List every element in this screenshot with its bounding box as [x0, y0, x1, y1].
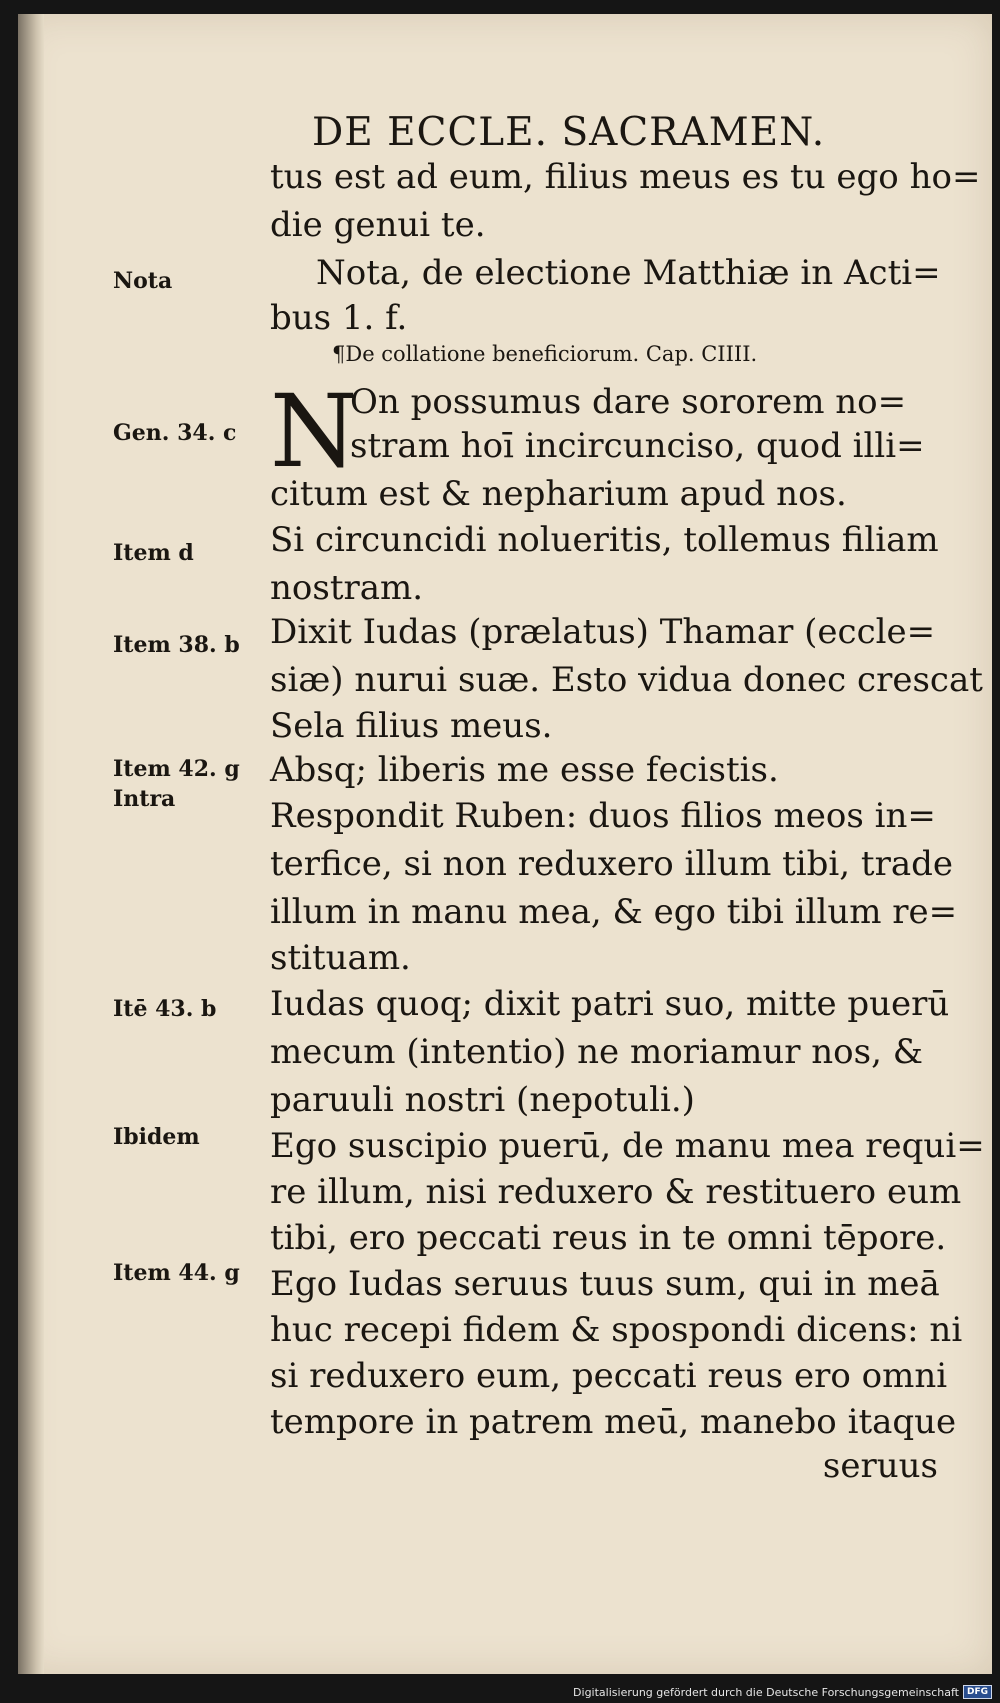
text-line: Absq; liberis me esse fecistis. — [270, 750, 779, 790]
text-line: Si circuncidi nolueritis, tollemus filiam — [270, 520, 939, 560]
margin-note: Gen. 34. c — [113, 420, 237, 446]
margin-note: Item 44. g — [113, 1260, 240, 1286]
text-line: tus est ad eum, filius meus es tu ego ho= — [270, 157, 981, 197]
text-line: bus 1. f. — [270, 298, 408, 338]
text-line: tibi, ero peccati reus in te omni tēpore. — [270, 1218, 947, 1258]
text-line: Ego Iudas seruus tuus sum, qui in meā — [270, 1264, 940, 1304]
margin-note: Ibidem — [113, 1124, 200, 1150]
catchword: seruus — [822, 1446, 938, 1486]
text-line: On possumus dare sororem no= — [350, 382, 907, 422]
footer-credit — [573, 1684, 992, 1700]
text-line: re illum, nisi reduxero & restituero eum — [270, 1172, 962, 1212]
text-line: stram hoī incircunciso, quod illi= — [350, 426, 925, 466]
text-line: siæ) nurui suæ. Esto vidua donec crescat — [270, 660, 983, 700]
text-line: illum in manu mea, & ego tibi illum re= — [270, 892, 958, 932]
text-line: Dixit Iudas (prælatus) Thamar (eccle= — [270, 612, 936, 652]
text-line: tempore in patrem meū, manebo itaque — [270, 1402, 957, 1442]
text-line: paruuli nostri (nepotuli.) — [270, 1080, 695, 1120]
margin-note: Nota — [113, 268, 173, 294]
text-line: huc recepi fidem & spospondi dicens: ni — [270, 1310, 963, 1350]
margin-note: Item 42. g — [113, 756, 240, 782]
margin-note: Item d — [113, 540, 194, 566]
text-line: mecum (intentio) ne moriamur nos, & — [270, 1032, 923, 1072]
running-head: DE ECCLE. SACRAMEN. — [312, 110, 826, 155]
margin-note: Itē 43. b — [113, 996, 217, 1022]
text-line: terfice, si non reduxero illum tibi, trade — [270, 844, 953, 884]
text-line: citum est & nepharium apud nos. — [270, 474, 847, 514]
text-line: Respondit Ruben: duos filios meos in= — [270, 796, 936, 836]
text-line: Sela filius meus. — [270, 706, 553, 746]
text-line: Nota, de electione Matthiæ in Acti= — [316, 253, 941, 293]
margin-note: Item 38. b — [113, 632, 240, 658]
drop-cap: N — [270, 373, 358, 490]
text-line: Ego suscipio puerū, de manu mea requi= — [270, 1126, 985, 1166]
text-line: die genui te. — [270, 205, 486, 245]
chapter-heading: ¶De collatione beneficiorum. Cap. CIIII. — [332, 342, 758, 366]
page-gutter — [18, 14, 44, 1674]
text-line: stituam. — [270, 938, 411, 978]
margin-note: Intra — [113, 786, 176, 812]
dfg-logo-icon: DFG — [963, 1685, 992, 1699]
footer-text: Digitalisierung gefördert durch die Deutsche Forschungsgemeinschaft — [573, 1685, 959, 1699]
text-line: Iudas quoq; dixit patri suo, mitte puerū — [270, 984, 950, 1024]
text-line: si reduxero eum, peccati reus ero omni — [270, 1356, 948, 1396]
text-line: nostram. — [270, 568, 424, 608]
